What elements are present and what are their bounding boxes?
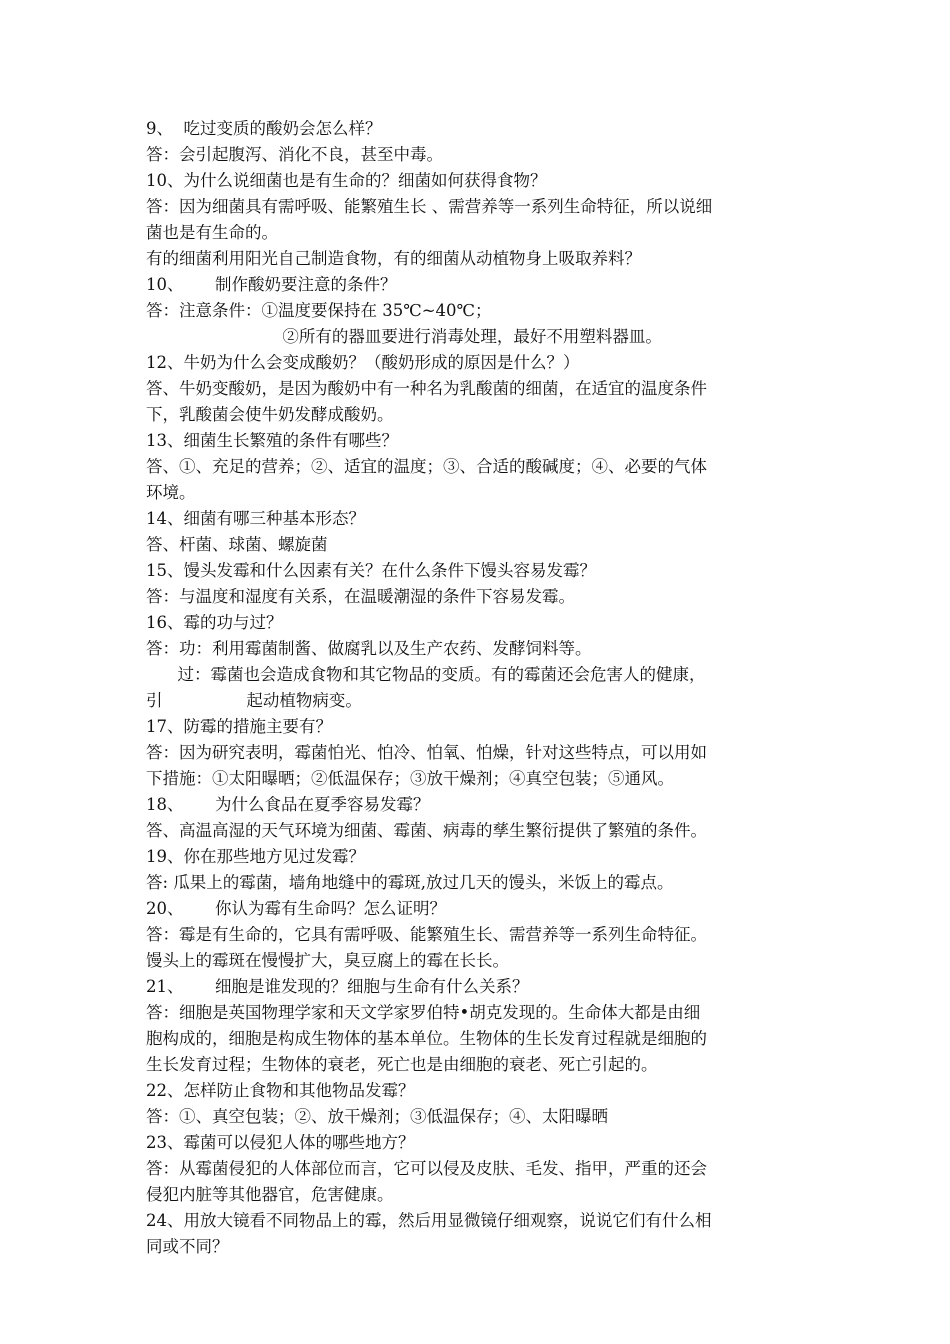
text-line: 下，乳酸菌会使牛奶发酵成酸奶。	[146, 405, 394, 424]
text-line: 20、 你认为霉有生命吗？怎么证明？	[146, 899, 446, 918]
text-line: 10、 制作酸奶要注意的条件？	[146, 275, 397, 294]
document-body	[146, 116, 810, 1260]
text-line: 环境。	[146, 483, 196, 502]
text-line: 24、用放大镜看不同物品上的霉，然后用显微镜仔细观察，说说它们有什么相	[146, 1211, 712, 1230]
text-line: 15、馒头发霉和什么因素有关？在什么条件下馒头容易发霉？	[146, 561, 596, 580]
text-line: 13、细菌生长繁殖的条件有哪些？	[146, 431, 398, 450]
text-line: 12、牛奶为什么会变成酸奶？（酸奶形成的原因是什么？）	[146, 353, 580, 372]
text-line: 答、杆菌、球菌、螺旋菌	[146, 535, 328, 554]
text-line: 19、你在那些地方见过发霉？	[146, 847, 365, 866]
text-line: 馒头上的霉斑在慢慢扩大，臭豆腐上的霉在长长。	[146, 951, 509, 970]
text-line: 16、霉的功与过？	[146, 613, 283, 632]
text-line: 答: 瓜果上的霉菌，墙角地缝中的霉斑,放过几天的馒头，米饭上的霉点。	[146, 873, 674, 892]
text-line: 答：霉是有生命的，它具有需呼吸、能繁殖生长、需营养等一系列生命特征。	[146, 925, 707, 944]
text-line: 22、怎样防止食物和其他物品发霉？	[146, 1081, 415, 1100]
text-line: 18、 为什么食品在夏季容易发霉？	[146, 795, 430, 814]
text-line: 答：与温度和湿度有关系，在温暖潮湿的条件下容易发霉。	[146, 587, 575, 606]
text-line: 23、霉菌可以侵犯人体的哪些地方？	[146, 1133, 415, 1152]
text-line: 答、①、充足的营养；②、适宜的温度；③、合适的酸碱度；④、必要的气体	[146, 457, 707, 476]
text-line: 答、牛奶变酸奶，是因为酸奶中有一种名为乳酸菌的细菌，在适宜的温度条件	[146, 379, 707, 398]
text-line: 9、 吃过变质的酸奶会怎么样？	[146, 119, 382, 138]
text-line: 答：细胞是英国物理学家和天文学家罗伯特•胡克发现的。生命体大都是由细	[146, 1003, 701, 1022]
text-line: 有的细菌利用阳光自己制造食物，有的细菌从动植物身上吸取养料？	[146, 249, 641, 268]
text-line: 胞构成的，细胞是构成生物体的基本单位。生物体的生长发育过程就是细胞的	[146, 1029, 707, 1048]
text-line: 引 起动植物病变。	[146, 691, 362, 710]
text-line: 14、细菌有哪三种基本形态？	[146, 509, 365, 528]
text-line: 生长发育过程；生物体的衰老，死亡也是由细胞的衰老、死亡引起的。	[146, 1055, 658, 1074]
text-line: 过：霉菌也会造成食物和其它物品的变质。有的霉菌还会危害人的健康，	[146, 665, 706, 684]
text-line: 答：注意条件：①温度要保持在 35℃~40℃；	[146, 301, 492, 320]
text-line: 菌也是有生命的。	[146, 223, 278, 242]
text-line: 答：因为研究表明，霉菌怕光、怕冷、怕氧、怕燥，针对这些特点，可以用如	[146, 743, 707, 762]
text-line: 答：因为细菌具有需呼吸、能繁殖生长 、需营养等一系列生命特征，所以说细	[146, 197, 713, 216]
text-line: 同或不同？	[146, 1237, 229, 1256]
text-line: 侵犯内脏等其他器官，危害健康。	[146, 1185, 394, 1204]
text-line: ②所有的器皿要进行消毒处理，最好不用塑料器皿。	[146, 327, 662, 346]
text-line: 答：会引起腹泻、消化不良，甚至中毒。	[146, 145, 443, 164]
text-line: 答：①、真空包装；②、放干燥剂；③低温保存；④、太阳曝晒	[146, 1107, 608, 1126]
text-line: 17、防霉的措施主要有？	[146, 717, 332, 736]
text-line: 21、 细胞是谁发现的？细胞与生命有什么关系？	[146, 977, 529, 996]
text-line: 答：从霉菌侵犯的人体部位而言，它可以侵及皮肤、毛发、指甲，严重的还会	[146, 1159, 707, 1178]
text-line: 下措施：①太阳曝晒；②低温保存；③放干燥剂；④真空包装；⑤通风。	[146, 769, 674, 788]
text-line: 答：功：利用霉菌制酱、做腐乳以及生产农药、发酵饲料等。	[146, 639, 592, 658]
text-line: 10、为什么说细菌也是有生命的？细菌如何获得食物？	[146, 171, 547, 190]
text-line: 答、高温高湿的天气环境为细菌、霉菌、病毒的孳生繁衍提供了繁殖的条件。	[146, 821, 707, 840]
